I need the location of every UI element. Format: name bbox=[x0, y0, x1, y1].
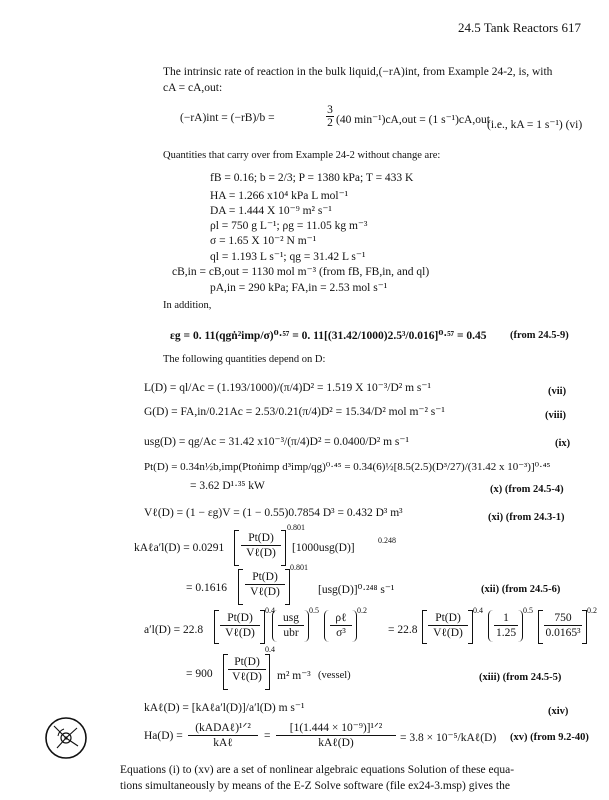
eq-xv-frac2-den: kAℓ(D) bbox=[276, 735, 396, 750]
eq-xii-bracket-right bbox=[281, 530, 286, 566]
eq-xiii-bracket-left bbox=[272, 610, 277, 642]
eq-xiii-fraction bbox=[544, 611, 582, 640]
eq-ix-tag: (ix) bbox=[555, 438, 571, 449]
eq-xiii-frac-den: σ³ bbox=[330, 625, 352, 640]
intro-line-2: cA = cA,out: bbox=[163, 82, 223, 94]
eq-xv-frac1 bbox=[188, 721, 258, 750]
eq-x-tag: (x) (from 24.5-4) bbox=[490, 484, 564, 495]
eq-xiii-frac-den: 0.0165³ bbox=[545, 627, 581, 639]
eq-xii-line2-fraction bbox=[245, 570, 285, 599]
eq-xiii-bracket-left bbox=[538, 610, 543, 644]
eq-xiii-mid: = 22.8 bbox=[388, 624, 418, 636]
eq-xiii-frac-num: usg bbox=[283, 612, 299, 624]
eq-xiii-frac-num: Pt(D) bbox=[435, 612, 461, 624]
eq-xv-lhs: Ha(D) = bbox=[144, 730, 183, 742]
eq-xii-frac-den: Vℓ(D) bbox=[241, 545, 281, 560]
eq-xii-line2-frac-den: Vℓ(D) bbox=[245, 584, 285, 599]
carryover-line: cB,in = cB,out = 1130 mol m⁻³ (from fB, FB,in, and ql) bbox=[172, 266, 430, 278]
eq-xii-exp3: 0.801 bbox=[290, 563, 308, 572]
eq-xi-left: Vℓ(D) = (1 − ε bbox=[144, 507, 213, 519]
eq-xiii-bracket-left bbox=[422, 610, 427, 644]
carryover-line: σ = 1.65 X 10⁻² N m⁻¹ bbox=[210, 235, 317, 247]
eq-xv-frac2-num: [1(1.444 × 10⁻⁹)]¹ᐟ² bbox=[289, 722, 383, 734]
eq-xii-bracket-left bbox=[234, 530, 239, 566]
eq-xiii-line2-frac-den: Vℓ(D) bbox=[228, 669, 266, 684]
eq-xiii-exponent: 0.5 bbox=[523, 606, 533, 615]
carryover-line: DA = 1.444 X 10⁻⁹ m² s⁻¹ bbox=[210, 205, 332, 217]
eq-xiii-tag: (xiii) (from 24.5-5) bbox=[479, 672, 562, 683]
eq-xiii-exponent: 0.4 bbox=[473, 606, 483, 615]
eq-xiii-fraction bbox=[220, 611, 260, 640]
equation-x-line1: Pt(D) = 0.34n½b,imp(Ptoṅimp d³imp/qg)⁰·⁴⁵ = 0.34(6)½[8.5(2.5)(D³/27)/(31.42 x 10⁻³)]⁰·⁴⁵ bbox=[144, 461, 551, 473]
eq-xiii-frac-den: ubr bbox=[278, 625, 304, 640]
eq-xii-frac-num: Pt(D) bbox=[248, 532, 274, 544]
eq-xiv-tag: (xiv) bbox=[548, 706, 569, 717]
eq-xiii-bracket-left bbox=[324, 610, 329, 642]
eq-xii-lhs: kAℓa′l(D) = 0.0291 bbox=[134, 542, 225, 554]
closing-line-1: Equations (i) to (xv) are a set of nonlinear algebraic equations Solution of these equa- bbox=[120, 764, 515, 776]
eq-xii-exp1: 0.801 bbox=[287, 523, 305, 532]
eq-xii-mid: [1000usg(D)] bbox=[292, 542, 355, 554]
carryover-line: fB = 0.16; b = 2/3; P = 1380 kPa; T = 433 K bbox=[210, 172, 414, 184]
eq-xi-tag: (xi) (from 24.3-1) bbox=[488, 512, 565, 523]
eq-xii-line2-bracket-left bbox=[238, 569, 243, 605]
carryover-line: ql = 1.193 L s⁻¹; qg = 31.42 L s⁻¹ bbox=[210, 251, 366, 263]
eq-xiii-bracket-right bbox=[582, 610, 587, 644]
eq-epsilon-g: εg = 0. 11(qgṅ²imp/σ)⁰·⁵⁷ = 0. 11[(31.42/1000)2.5³/0.016]⁰·⁵⁷ = 0.45 bbox=[170, 330, 487, 342]
eq-xiii-line2-lhs: = 900 bbox=[186, 668, 213, 680]
carryover-line: pA,in = 290 kPa; FA,in = 2.53 mol s⁻¹ bbox=[210, 282, 388, 294]
equation-x-line2: = 3.62 D¹·³⁵ kW bbox=[190, 480, 265, 492]
eq-xiii-exponent: 0.4 bbox=[265, 606, 275, 615]
eq-xiii-frac-den: Vℓ(D) bbox=[220, 625, 260, 640]
eq-xiii-bracket-left bbox=[488, 610, 493, 642]
eq-xiii-exponent: 0.2 bbox=[587, 606, 597, 615]
addition-heading: In addition, bbox=[163, 300, 212, 311]
eq-vi-lhs: (−rA)int = (−rB)/b = bbox=[180, 112, 275, 124]
eq-xv-mid: = bbox=[264, 730, 271, 742]
eq-xiii-fraction bbox=[428, 611, 468, 640]
eq-epsilon-g-ref: (from 24.5-9) bbox=[510, 330, 569, 341]
eq-xiii-frac-num: 1 bbox=[503, 612, 509, 624]
equation-vi bbox=[180, 112, 275, 124]
eq-vii-tag: (vii) bbox=[548, 386, 567, 397]
equation-vii: L(D) = ql/Ac = (1.193/1000)/(π/4)D² = 1.519 X 10⁻³/D² m s⁻¹ bbox=[144, 382, 431, 394]
carryover-line: ρl = 750 g L⁻¹; ρg = 11.05 kg m⁻³ bbox=[210, 220, 368, 232]
equation-ix: usg(D) = qg/Ac = 31.42 x10⁻³/(π/4)D² = 0.0400/D² m s⁻¹ bbox=[144, 436, 409, 448]
closing-line-2: tions simultaneously by means of the E-Z Solve software (file ex24-3.msp) gives the bbox=[120, 780, 510, 792]
eq-vi-frac-num: 3 bbox=[327, 104, 333, 116]
eq-xii-line2-lhs: = 0.1616 bbox=[186, 582, 227, 594]
eq-xv-frac2 bbox=[276, 721, 396, 750]
equation-viii: G(D) = FA,in/0.21Ac = 2.53/0.21(π/4)D² = 15.34/D² mol m⁻² s⁻¹ bbox=[144, 406, 445, 418]
eq-viii-tag: (viii) bbox=[545, 410, 566, 421]
eq-xii-exp2: 0.248 bbox=[378, 536, 396, 545]
eq-xiii-line2-frac-num: Pt(D) bbox=[234, 656, 260, 668]
eq-xiii-line2-units: m² m⁻³ bbox=[277, 670, 311, 682]
eq-xiii-line2-bracket-right bbox=[265, 654, 270, 690]
eq-xiii-fraction bbox=[278, 611, 304, 640]
eq-xii-line2-frac-num: Pt(D) bbox=[252, 571, 278, 583]
carryover-line: HA = 1.266 x10⁴ kPa L mol⁻¹ bbox=[210, 190, 349, 202]
eq-xiii-bracket-right bbox=[468, 610, 473, 644]
eq-xiii-frac-num: 750 bbox=[554, 612, 572, 624]
eq-xiii-frac-den: Vℓ(D) bbox=[428, 625, 468, 640]
eq-xii-tag: (xii) (from 24.5-6) bbox=[481, 584, 561, 595]
eq-xiii-fraction bbox=[494, 611, 518, 640]
eq-xiii-frac-num: Pt(D) bbox=[227, 612, 253, 624]
eq-vi-fraction bbox=[326, 104, 334, 129]
eq-xiii-bracket-left bbox=[214, 610, 219, 644]
eq-xiii-line2-fraction bbox=[228, 655, 266, 684]
eq-vi-note: (i.e., kA = 1 s⁻¹) (vi) bbox=[487, 119, 583, 131]
intro-line-1: The intrinsic rate of reaction in the bulk liquid,(−rA)int, from Example 24-2, is, with bbox=[163, 66, 553, 78]
software-disk-icon bbox=[44, 716, 88, 760]
eq-xi-right: g)V = (1 − 0.55)0.7854 D³ = 0.432 D³ m³ bbox=[212, 507, 403, 519]
eq-xiii-frac-den: 1.25 bbox=[495, 627, 517, 639]
depend-heading: The following quantities depend on D: bbox=[163, 354, 326, 365]
eq-xiii-line2-exp: 0.4 bbox=[265, 645, 275, 654]
equation-xi bbox=[144, 507, 403, 519]
eq-xiii-bracket-right bbox=[260, 610, 265, 644]
eq-vi-rhs: (40 min⁻¹)cA,out = (1 s⁻¹)cA,out bbox=[336, 114, 490, 126]
eq-xii-line2-bracket-right bbox=[285, 569, 290, 605]
eq-xiii-frac-num: ρℓ bbox=[335, 612, 347, 624]
eq-xiii-exponent: 0.5 bbox=[309, 606, 319, 615]
eq-xv-frac1-den: kAℓ bbox=[188, 735, 258, 750]
eq-xiii-vessel: (vessel) bbox=[318, 670, 351, 681]
eq-vi-frac-den: 2 bbox=[327, 117, 333, 129]
eq-xii-line2-mid: [usg(D)]⁰·²⁴⁸ s⁻¹ bbox=[318, 584, 395, 596]
eq-xv-rhs: = 3.8 × 10⁻⁵/kAℓ(D) bbox=[400, 732, 497, 744]
eq-xv-tag: (xv) (from 9.2-40) bbox=[510, 732, 589, 743]
eq-xv-frac1-num: (kADAℓ)¹ᐟ² bbox=[195, 722, 251, 734]
eq-xiii-exponent: 0.2 bbox=[357, 606, 367, 615]
eq-xiii-fraction bbox=[330, 611, 352, 640]
carryover-heading: Quantities that carry over from Example 24-2 without change are: bbox=[163, 150, 441, 161]
eq-xiii-lhs: a′l(D) = 22.8 bbox=[144, 624, 204, 636]
equation-xiv: kAℓ(D) = [kAℓa′l(D)]/a′l(D) m s⁻¹ bbox=[144, 702, 305, 714]
eq-xii-fraction bbox=[241, 531, 281, 560]
running-head: 24.5 Tank Reactors 617 bbox=[457, 20, 581, 35]
